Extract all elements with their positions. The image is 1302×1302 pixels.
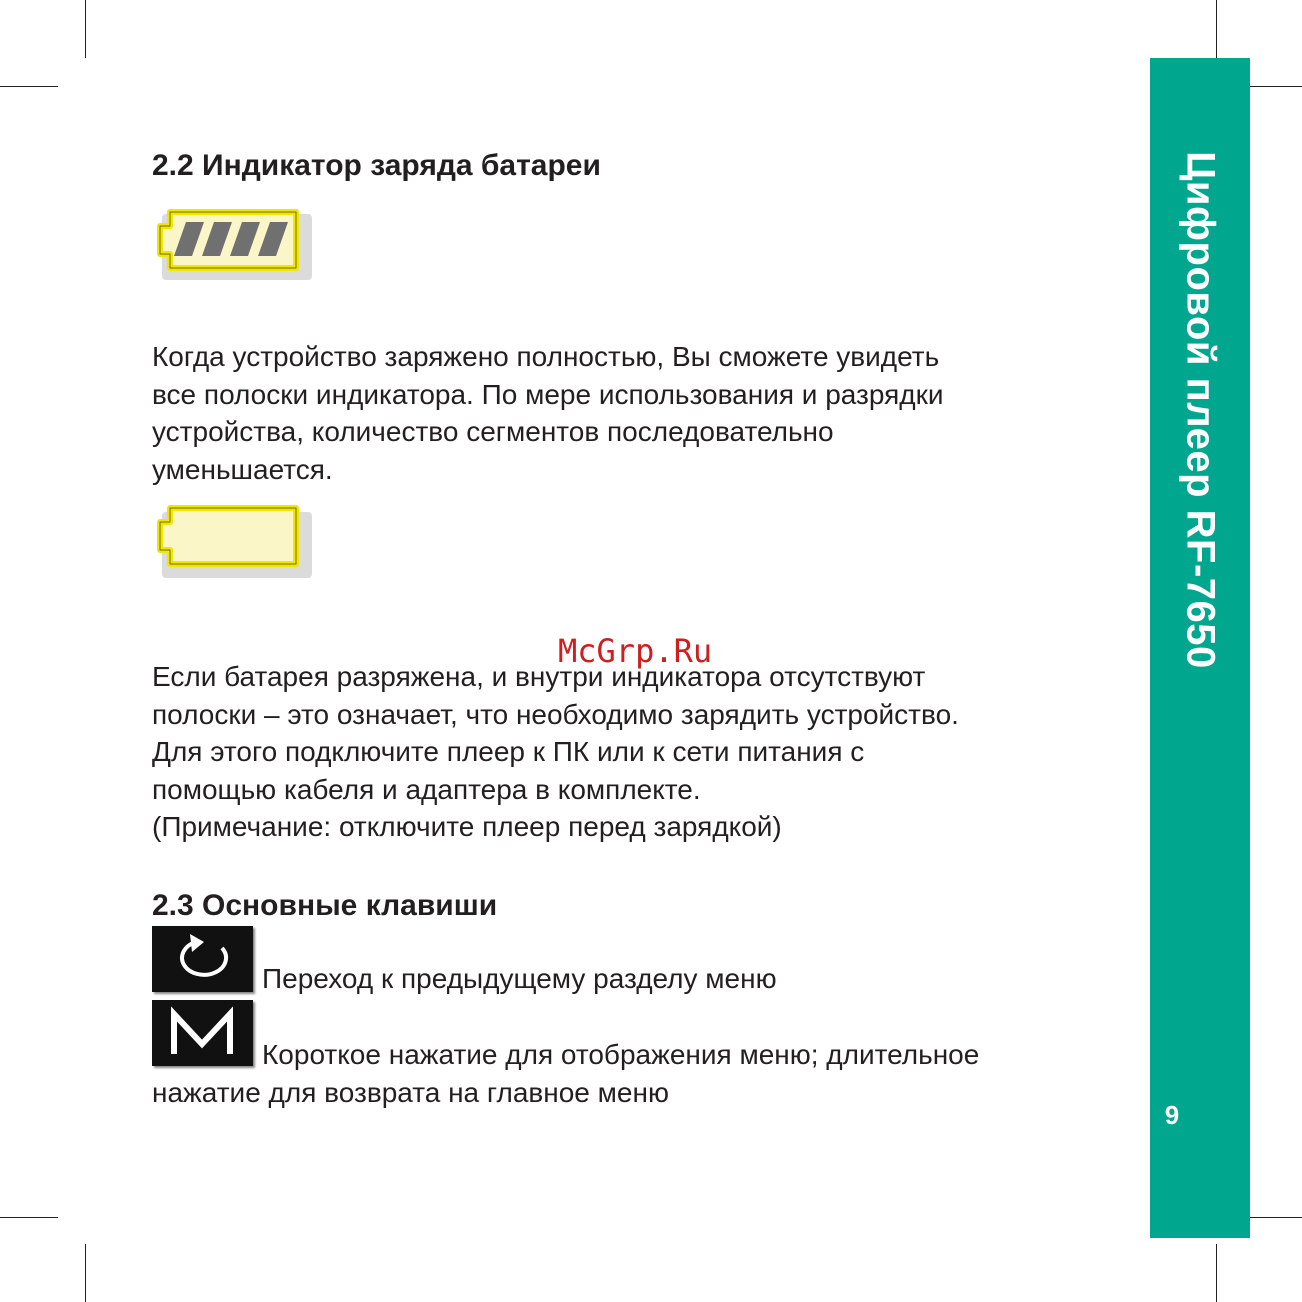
text-line: уменьшается. bbox=[152, 453, 333, 485]
text-line: (Примечание: отключите плеер перед зарядкой) bbox=[152, 811, 782, 842]
m-key-description-line1: Короткое нажатие для отображения меню; длительное bbox=[262, 1039, 980, 1070]
crop-mark bbox=[0, 86, 58, 87]
text-line: помощью кабеля и адаптера в комплекте. bbox=[152, 773, 701, 805]
battery-empty-icon bbox=[150, 502, 316, 582]
m-key-icon bbox=[152, 1000, 253, 1066]
battery-full-description bbox=[152, 338, 1112, 488]
battery-full-icon bbox=[150, 206, 316, 286]
battery-empty-description bbox=[152, 658, 1112, 846]
m-key-description-line2: нажатие для возврата на главное меню bbox=[152, 1077, 669, 1108]
sidebar-title: Цифровой плеер RF-7650 bbox=[1178, 151, 1223, 669]
back-arrow-icon bbox=[152, 926, 253, 992]
text-line: Для этого подключите плеер к ПК или к сети питания с bbox=[152, 736, 865, 767]
watermark: McGrp.Ru bbox=[558, 632, 713, 670]
back-key-description: Переход к предыдущему разделу меню bbox=[262, 963, 777, 994]
crop-mark bbox=[85, 0, 86, 58]
text-line: Если батарея разряжена, и внутри индикатора отсутствуют bbox=[152, 661, 926, 692]
section-heading-battery: 2.2 Индикатор заряда батареи bbox=[152, 149, 601, 182]
crop-mark bbox=[85, 1244, 86, 1302]
text-line: устройства, количество сегментов последовательно bbox=[152, 416, 834, 447]
crop-mark bbox=[1216, 1244, 1217, 1302]
crop-mark bbox=[1216, 0, 1217, 58]
text-line: Когда устройство заряжено полностью, Вы сможете увидеть bbox=[152, 341, 940, 372]
text-line: полоски – это означает, что необходимо зарядить устройство. bbox=[152, 698, 959, 730]
crop-mark bbox=[1245, 86, 1302, 87]
crop-mark bbox=[1245, 1217, 1302, 1218]
page-number: 9 bbox=[1164, 1100, 1180, 1130]
section-heading-keys: 2.3 Основные клавиши bbox=[152, 889, 498, 922]
crop-mark bbox=[0, 1217, 58, 1218]
text-line: все полоски индикатора. По мере использования и разрядки bbox=[152, 378, 944, 410]
